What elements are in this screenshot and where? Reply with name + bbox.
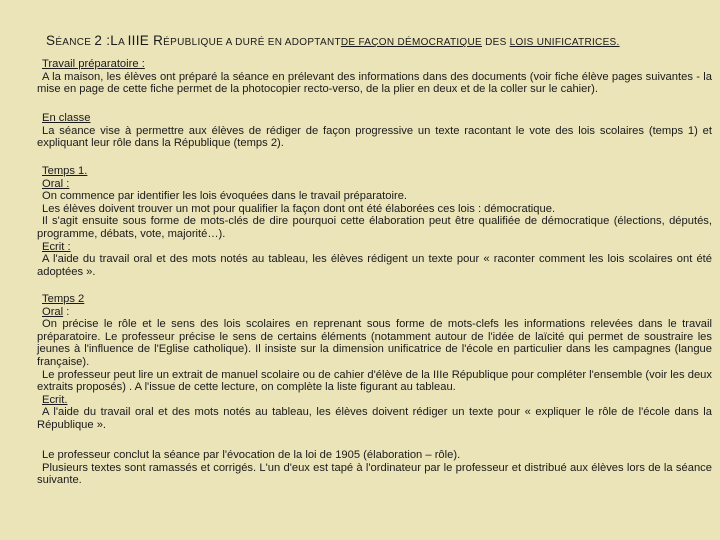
conclusion-p2: Plusieurs textes sont ramassés et corrigés. L'un d'eux est tapé à l'ordinateur par le professeur et distribué aux élèves lors de la séance suivante. — [37, 461, 712, 487]
travail-section — [37, 58, 712, 96]
title-lois: LOIS UNIFICATRICES. — [509, 37, 620, 48]
title-la: A — [118, 37, 128, 48]
title-republique: ÉPUBLIQUE A DURÉ EN ADOPTANT — [163, 37, 341, 48]
title-initial-r: R — [153, 33, 164, 48]
temps2-oral-p1: On précise le rôle et le sens des lois scolaires en reprenant sous forme de mots-clefs les informations relevées dans le travail préparatoire. Le professeur précise le sens de certains éléments (notamment autour de l'idée de laïcité qui permet de soustraire les jeunes à l'influence de l'Eglise catholique). Il insiste sur la dimension unificatrice de l'école en particulier dans les campagnes (langue française). — [37, 318, 712, 368]
temps1-oral-p2: Les élèves doivent trouver un mot pour qualifier la façon dont ont été élaborées ces lois : démocratique. — [42, 202, 556, 215]
temps2-oral-p2: Le professeur peut lire un extrait de manuel scolaire ou de cahier d'élève de la IIIe République pour compléter l'ensemble (voir les deux extraits proposés) . A l'issue de cette lecture, on complète la liste figurant au tableau. — [37, 368, 712, 394]
temps2-ecrit-label: Ecrit. — [42, 393, 68, 406]
temps1-ecrit-label: Ecrit : — [42, 240, 71, 253]
travail-text: A la maison, les élèves ont préparé la séance en prélevant des informations dans des documents (voir fiche élève pages suivantes - la mise en page de cette fiche permet de la photocopier recto-verso, de la plier en deux et de la coller sur le cahier). — [37, 70, 712, 96]
classe-section — [37, 112, 712, 150]
temps2-ecrit-text: A l'aide du travail oral et des mots notés au tableau, les élèves doivent rédiger un texte pour « expliquer le rôle de l'école dans la République ». — [37, 406, 712, 431]
temps1-heading: Temps 1. — [42, 165, 88, 177]
title-initial-l: L — [110, 33, 119, 48]
title-democratique: DE FAÇON DÉMOCRATIQUE — [340, 37, 482, 48]
temps2-heading: Temps 2 — [42, 293, 85, 305]
title-number: 2 : — [94, 33, 111, 48]
conclusion-p1: Le professeur conclut la séance par l'évocation de la loi de 1905 (élaboration – rôle). — [42, 449, 461, 461]
temps1-oral-p1: On commence par identifier les lois évoquées dans le travail préparatoire. — [42, 190, 408, 203]
slide-title — [46, 33, 620, 48]
title-iiie: IIIE — [127, 33, 154, 48]
temps1-ecrit-text: A l'aide du travail oral et des mots notés au tableau, les élèves rédigent un texte pour « raconter comment les lois scolaires ont été adoptées ». — [37, 253, 712, 278]
temps2-oral-label: Oral — [42, 305, 64, 318]
classe-heading: En classe — [42, 112, 91, 124]
temps1-oral-p3: Il s'agit ensuite sous forme de mots-clés de dire pourquoi cette élaboration peut être qualifiée de démocratique (élections, députés, programme, débats, vote, majorité…). — [37, 215, 712, 240]
temps1-section — [37, 165, 712, 278]
classe-text: La séance vise à permettre aux élèves de rédiger de façon progressive un texte racontant le vote des lois scolaires (temps 1) et expliquant leur rôle dans la République (temps 2). — [37, 124, 712, 150]
temps1-oral-label: Oral : — [42, 177, 70, 190]
travail-heading: Travail préparatoire : — [42, 58, 145, 70]
title-des: DES — [482, 37, 510, 48]
title-seance: ÉANCE — [55, 37, 95, 48]
temps2-section — [37, 293, 712, 432]
title-initial-s: S — [46, 33, 56, 48]
temps2-oral-colon: : — [63, 305, 70, 318]
conclusion-section — [37, 449, 712, 487]
